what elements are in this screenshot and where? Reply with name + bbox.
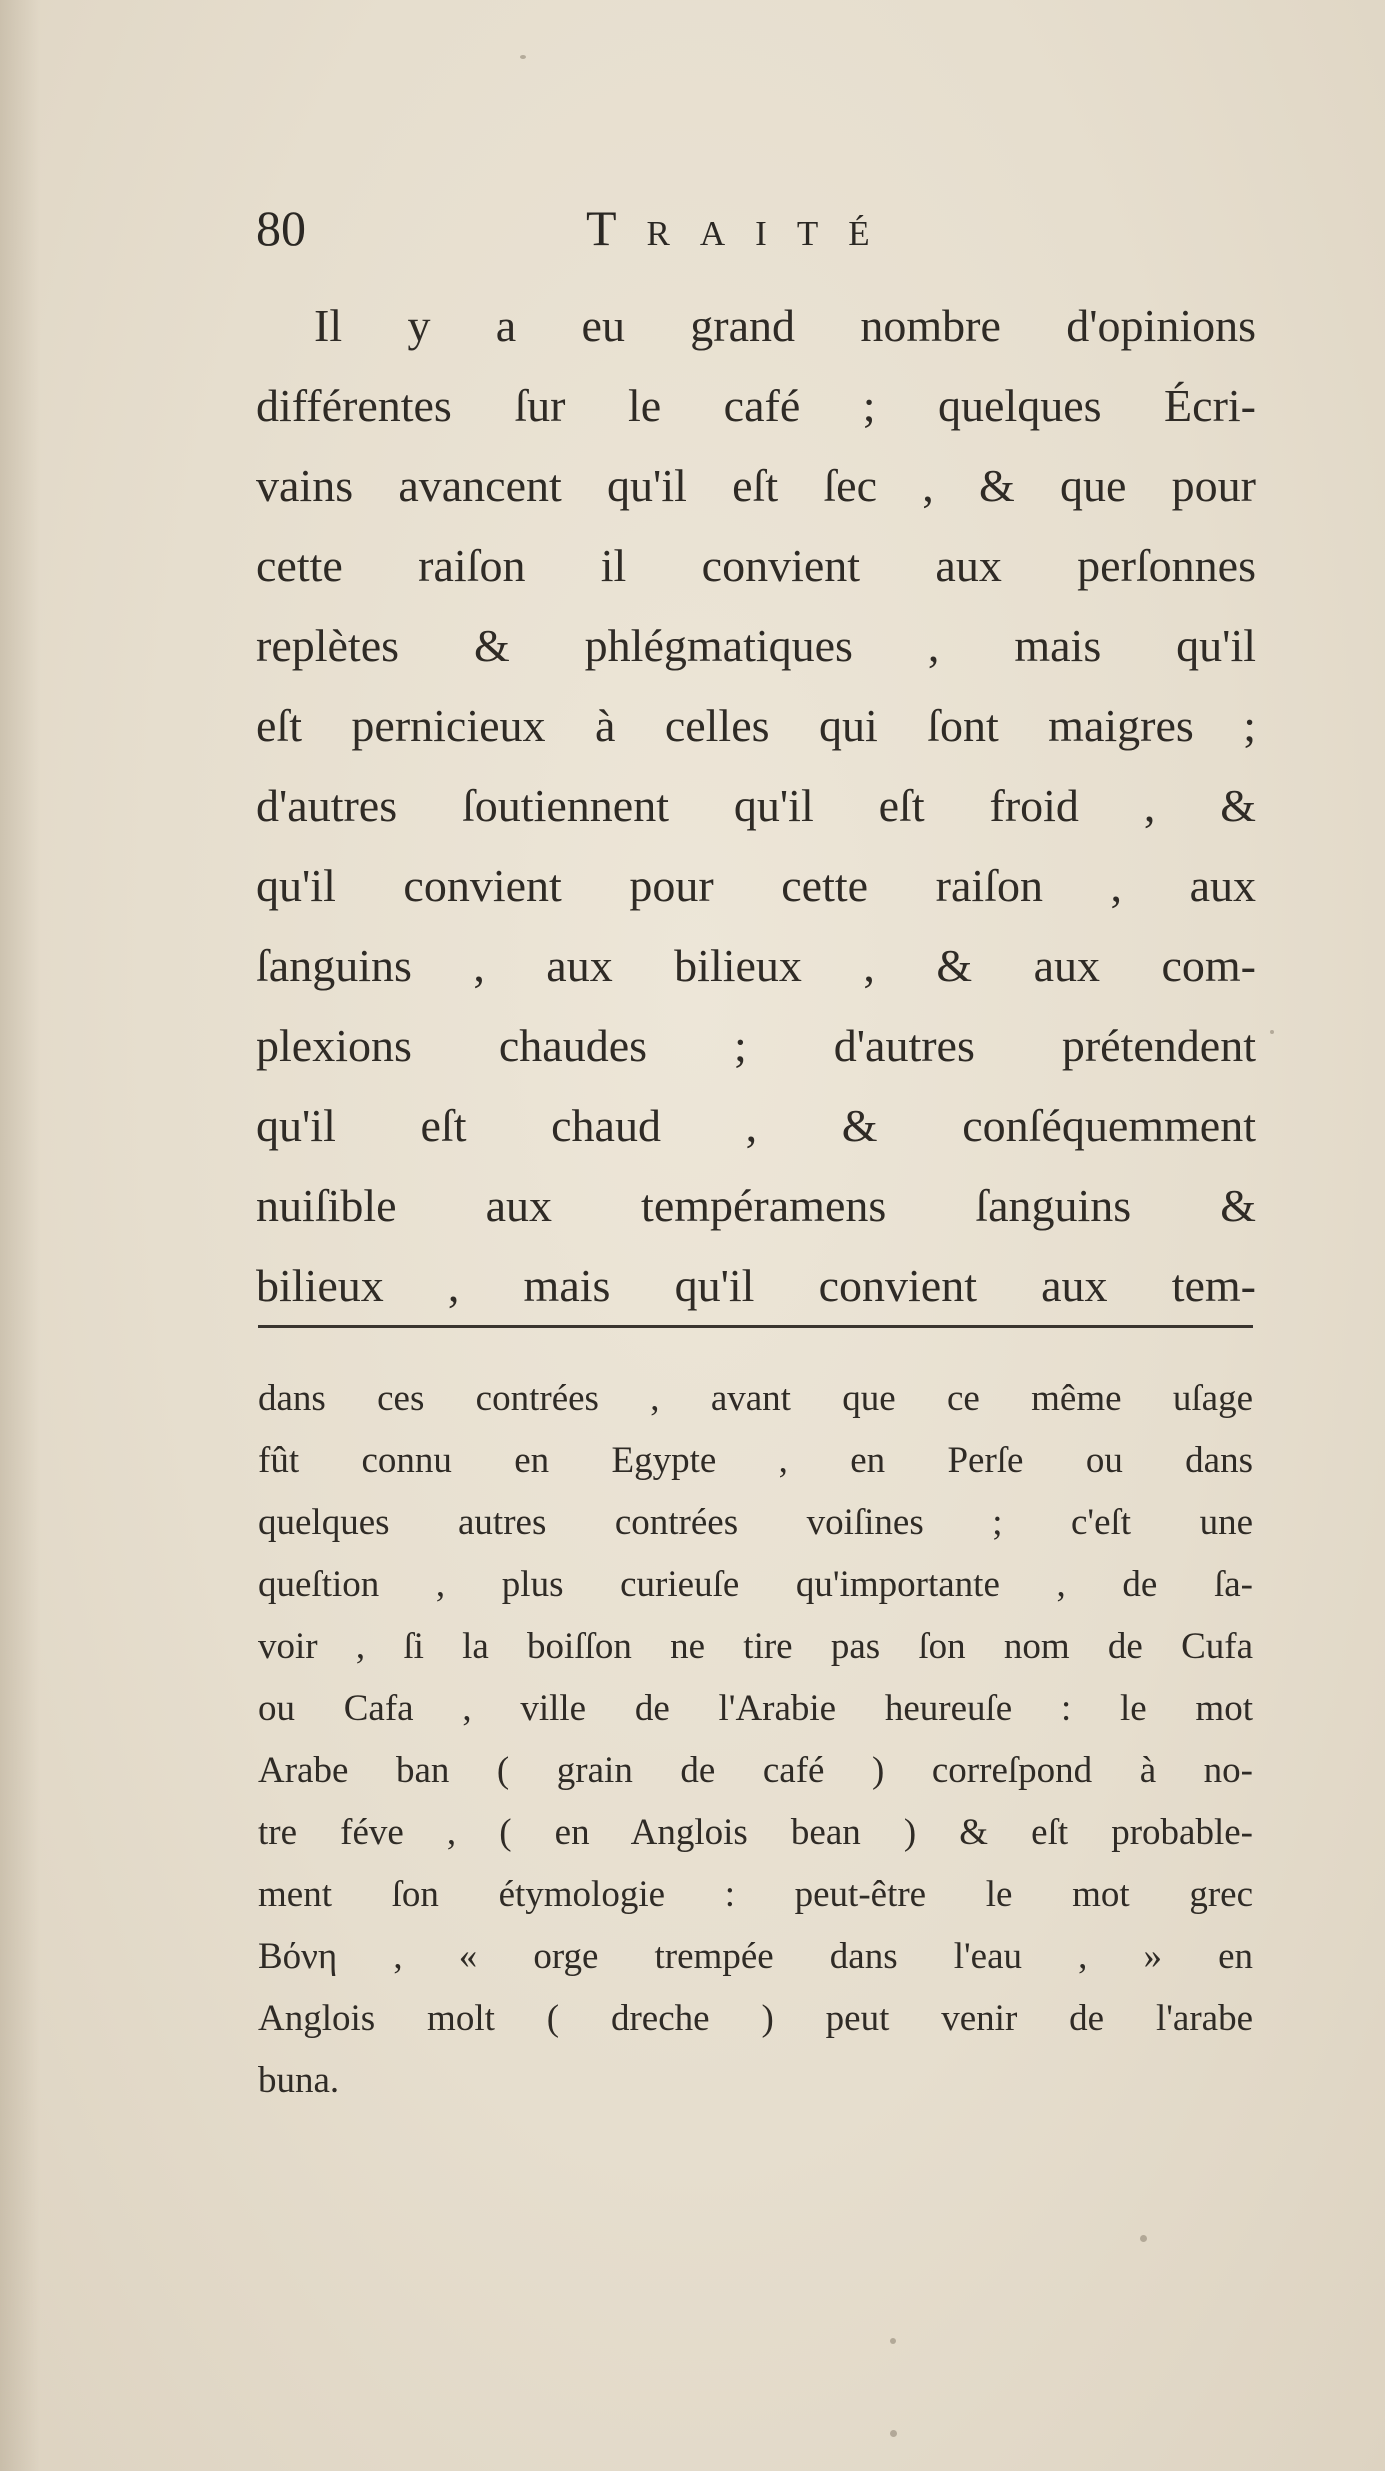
- text-line: bilieux , mais qu'il convient aux tem-: [256, 1260, 1256, 1311]
- footnote-line: ment ſon étymologie : peut-être le mot grec: [258, 1874, 1253, 1915]
- footnote-line: tre féve , ( en Anglois bean ) & eſt probable-: [258, 1812, 1253, 1853]
- text-line: ſanguins , aux bilieux , & aux com-: [256, 940, 1256, 991]
- footnote-line: queſtion , plus curieuſe qu'importante , de ſa-: [258, 1564, 1253, 1605]
- text-line: d'autres ſoutiennent qu'il eſt froid , &: [256, 780, 1256, 831]
- footnote-block: [258, 1368, 1253, 2112]
- text-line: différentes ſur le café ; quelques Écri-: [256, 380, 1256, 431]
- footnote-line: quelques autres contrées voiſines ; c'eſt une: [258, 1502, 1253, 1543]
- footnote-line: ou Cafa , ville de l'Arabie heureuſe : le mot: [258, 1688, 1253, 1729]
- binding-shadow: [0, 0, 40, 2471]
- footnote-rule: [258, 1325, 1253, 1328]
- footnote-line: voir , ſi la boiſſon ne tire pas ſon nom de Cufa: [258, 1626, 1253, 1667]
- footnote-line: Βόνη , « orge trempée dans l'eau , » en: [258, 1936, 1253, 1977]
- text-line: cette raiſon il convient aux perſonnes: [256, 540, 1256, 591]
- text-line: qu'il eſt chaud , & conſéquemment: [256, 1100, 1256, 1151]
- text-line: replètes & phlégmatiques , mais qu'il: [256, 620, 1256, 671]
- page-number: 80: [256, 200, 306, 256]
- text-line: nuiſible aux tempéramens ſanguins &: [256, 1180, 1256, 1231]
- text-line: plexions chaudes ; d'autres prétendent: [256, 1020, 1256, 1071]
- text-line: vains avancent qu'il eſt ſec , & que pour: [256, 460, 1256, 511]
- text-line: eſt pernicieux à celles qui ſont maigres ;: [256, 700, 1256, 751]
- running-head: Traité: [586, 200, 900, 256]
- footnote-line: Anglois molt ( dreche ) peut venir de l'arabe: [258, 1998, 1253, 2039]
- page-header: [256, 198, 1256, 258]
- footnote-line: buna.: [258, 2060, 340, 2101]
- main-text-block: [256, 286, 1256, 1326]
- paper-speck: [1270, 1030, 1274, 1034]
- footnote-line: fût connu en Egypte , en Perſe ou dans: [258, 1440, 1253, 1481]
- text-line: Il y a eu grand nombre d'opinions: [314, 300, 1256, 351]
- footnote-line: Arabe ban ( grain de café ) correſpond à no-: [258, 1750, 1253, 1791]
- paper-speck: [890, 2338, 896, 2344]
- paper-speck: [1140, 2235, 1147, 2242]
- paper-speck: [520, 55, 526, 59]
- footnote-line: dans ces contrées , avant que ce même uſage: [258, 1378, 1253, 1419]
- paper-speck: [890, 2430, 897, 2437]
- text-line: qu'il convient pour cette raiſon , aux: [256, 860, 1256, 911]
